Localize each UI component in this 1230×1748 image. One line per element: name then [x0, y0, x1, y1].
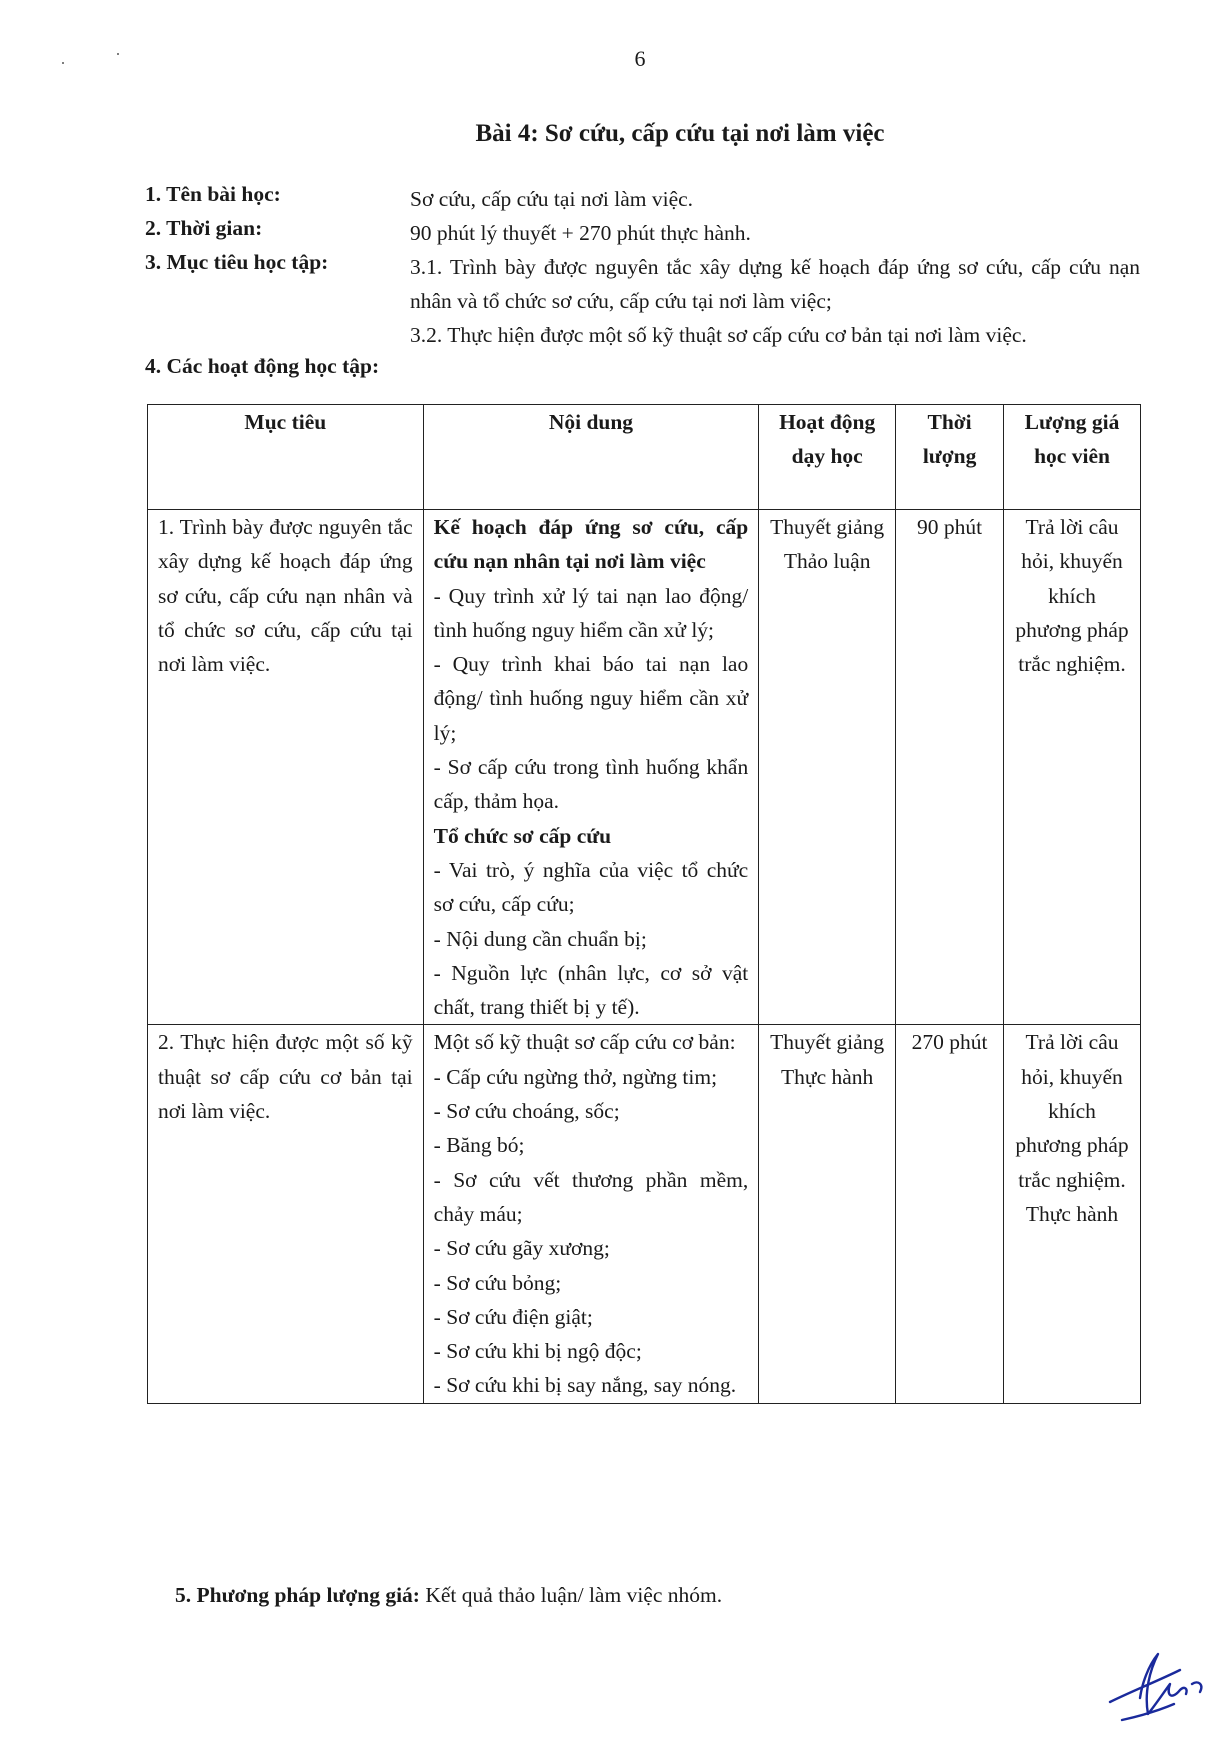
activity-item: Thảo luận	[783, 549, 871, 574]
info-row-objectives	[145, 250, 1140, 352]
info-row-duration	[145, 216, 1140, 250]
activity-item: Thực hành	[781, 1064, 874, 1089]
cell-activity	[759, 510, 896, 1025]
evaluation-item: Thực hành	[1025, 1201, 1119, 1226]
content-item: - Sơ cứu điện giật;	[433, 1304, 593, 1329]
content-heading: Kế hoạch đáp ứng sơ cứu, cấp cứu nạn nhân tại nơi làm việc	[433, 515, 749, 574]
cell-objective: 1. Trình bày được nguyên tắc xây dựng kế hoạch đáp ứng sơ cứu, cấp cứu nạn nhân và tổ chức sơ cứu, cấp cứu tại nơi làm việc.	[148, 510, 424, 1025]
content-item: - Cấp cứu ngừng thở, ngừng tim;	[433, 1064, 718, 1089]
activity-item: Thuyết giảng	[770, 515, 885, 539]
info-row-lesson-name	[145, 182, 1140, 216]
table-row	[148, 1025, 1141, 1403]
content-item: - Băng bó;	[433, 1133, 525, 1158]
handwritten-signature	[1100, 1640, 1220, 1730]
evaluation-method-text: Kết quả thảo luận/ làm việc nhóm.	[425, 1583, 723, 1607]
content-item: - Sơ cứu vết thương phần mềm, chảy máu;	[433, 1167, 749, 1226]
activities-table	[147, 404, 1141, 1404]
info-label: 3. Mục tiêu học tập:	[145, 250, 329, 274]
content-item: - Sơ cứu choáng, sốc;	[433, 1099, 620, 1124]
objective-item: 3.1. Trình bày được nguyên tắc xây dựng kế hoạch đáp ứng sơ cứu, cấp cứu nạn nhân và tổ chức sơ cứu, cấp cứu tại nơi làm việc;	[410, 255, 1140, 313]
activity-item: Thuyết giảng	[770, 1030, 885, 1055]
header-activity: Hoạt động dạy học	[759, 405, 896, 510]
content-heading: Tổ chức sơ cấp cứu	[433, 823, 612, 848]
content-item: - Sơ cứu gãy xương;	[433, 1236, 610, 1261]
section-heading: 4. Các hoạt động học tập:	[145, 354, 380, 378]
cell-evaluation	[1004, 1025, 1141, 1403]
cell-content	[423, 1025, 759, 1403]
content-item: - Quy trình khai báo tai nạn lao động/ tình huống nguy hiểm cần xử lý;	[433, 652, 749, 745]
info-value: Sơ cứu, cấp cứu tại nơi làm việc.	[410, 187, 694, 211]
header-evaluation: Lượng giá học viên	[1004, 405, 1141, 510]
cell-duration: 270 phút	[896, 1025, 1004, 1403]
header-duration: Thời lượng	[896, 405, 1004, 510]
info-label: 2. Thời gian:	[145, 216, 263, 240]
table-row	[148, 510, 1141, 1025]
info-label: 1. Tên bài học:	[145, 182, 281, 206]
evaluation-method	[175, 1583, 722, 1608]
content-item: - Vai trò, ý nghĩa của việc tổ chức sơ cứu, cấp cứu;	[433, 857, 749, 917]
evaluation-method-label: 5. Phương pháp lượng giá:	[175, 1583, 420, 1607]
header-content: Nội dung	[423, 405, 759, 510]
info-value: 90 phút lý thuyết + 270 phút thực hành.	[410, 221, 751, 245]
evaluation-item: Trả lời câu hỏi, khuyến khích phương pháp trắc nghiệm.	[1015, 1030, 1129, 1192]
content-item: - Nguồn lực (nhân lực, cơ sở vật chất, trang thiết bị y tế).	[433, 960, 749, 1020]
content-item: - Nội dung cần chuẩn bị;	[433, 926, 647, 951]
header-objective: Mục tiêu	[148, 405, 424, 510]
content-item: - Sơ cứu bỏng;	[433, 1270, 562, 1295]
table-header-row	[148, 405, 1141, 510]
content-item: - Sơ cứu khi bị ngộ độc;	[433, 1339, 642, 1364]
cell-evaluation: Trả lời câu hỏi, khuyến khích phương pháp trắc nghiệm.	[1004, 510, 1141, 1025]
cell-duration: 90 phút	[896, 510, 1004, 1025]
cell-activity	[759, 1025, 896, 1403]
cell-content	[423, 510, 759, 1025]
lesson-title: Bài 4: Sơ cứu, cấp cứu tại nơi làm việc	[475, 120, 885, 147]
content-intro: Một số kỹ thuật sơ cấp cứu cơ bản:	[433, 1030, 736, 1055]
info-value-objectives	[410, 250, 1140, 352]
content-item: - Quy trình xử lý tai nạn lao động/ tình huống nguy hiểm cần xử lý;	[433, 583, 749, 642]
content-item: - Sơ cứu khi bị say nắng, say nóng.	[433, 1373, 737, 1398]
cell-objective: 2. Thực hiện được một số kỹ thuật sơ cấp cứu cơ bản tại nơi làm việc.	[148, 1025, 424, 1403]
content-item: - Sơ cấp cứu trong tình huống khẩn cấp, thảm họa.	[433, 755, 749, 814]
page-number: 6	[634, 46, 646, 71]
objective-item: 3.2. Thực hiện được một số kỹ thuật sơ cấp cứu cơ bản tại nơi làm việc.	[410, 323, 1027, 347]
